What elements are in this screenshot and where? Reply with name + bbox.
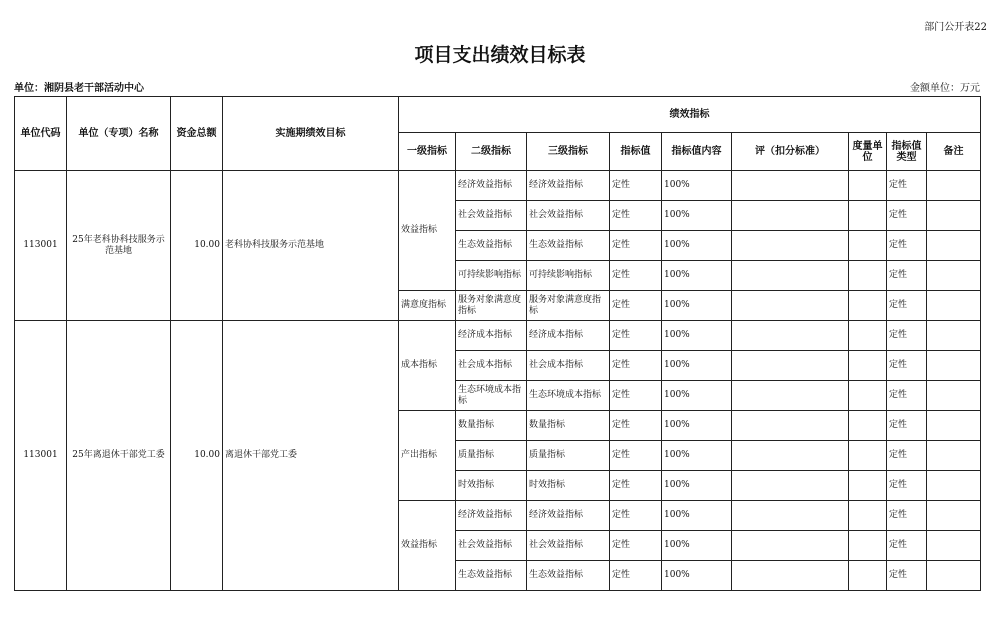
remark-cell (927, 381, 981, 411)
remark-cell (927, 531, 981, 561)
score-cell (732, 231, 849, 261)
performance-table (14, 96, 981, 591)
measure-unit-cell (849, 411, 887, 441)
value-content-cell: 100% (662, 531, 732, 561)
lvl3-cell: 社会效益指标 (527, 201, 610, 231)
header-fund-total: 资金总额 (171, 97, 223, 171)
value-type-cell: 定性 (887, 351, 927, 381)
lvl2-cell: 社会效益指标 (456, 201, 527, 231)
score-cell (732, 291, 849, 321)
unit-code-cell: 113001 (15, 321, 67, 591)
score-cell (732, 381, 849, 411)
score-cell (732, 321, 849, 351)
measure-unit-cell (849, 231, 887, 261)
lvl3-cell: 服务对象满意度指标 (527, 291, 610, 321)
lvl2-cell: 生态环境成本指标 (456, 381, 527, 411)
value-type-cell: 定性 (887, 171, 927, 201)
lvl3-cell: 经济效益指标 (527, 171, 610, 201)
value-cell: 定性 (610, 321, 662, 351)
value-cell: 定性 (610, 501, 662, 531)
header-lvl3: 三级指标 (527, 133, 610, 171)
score-cell (732, 561, 849, 591)
value-type-cell: 定性 (887, 561, 927, 591)
lvl2-cell: 服务对象满意度指标 (456, 291, 527, 321)
remark-cell (927, 321, 981, 351)
table-row (15, 171, 981, 201)
lvl2-cell: 可持续影响指标 (456, 261, 527, 291)
measure-unit-cell (849, 381, 887, 411)
unit-code-cell: 113001 (15, 171, 67, 321)
lvl3-cell: 数量指标 (527, 411, 610, 441)
remark-cell (927, 291, 981, 321)
measure-unit-cell (849, 321, 887, 351)
goal-cell: 离退休干部党工委 (223, 321, 399, 591)
lvl1-cell: 效益指标 (399, 501, 456, 591)
project-name-cell: 25年离退休干部党工委 (67, 321, 171, 591)
score-cell (732, 261, 849, 291)
measure-unit-cell (849, 441, 887, 471)
header-measure-unit: 度量单位 (849, 133, 887, 171)
header-score: 评（扣分标准） (732, 133, 849, 171)
value-type-cell: 定性 (887, 231, 927, 261)
project-name-cell: 25年老科协科技服务示范基地 (67, 171, 171, 321)
value-content-cell: 100% (662, 561, 732, 591)
value-cell: 定性 (610, 201, 662, 231)
lvl3-cell: 可持续影响指标 (527, 261, 610, 291)
score-cell (732, 351, 849, 381)
value-cell: 定性 (610, 171, 662, 201)
header-goal: 实施期绩效目标 (223, 97, 399, 171)
value-cell: 定性 (610, 411, 662, 441)
header-performance: 绩效指标 (399, 97, 981, 133)
remark-cell (927, 201, 981, 231)
lvl2-cell: 经济效益指标 (456, 501, 527, 531)
value-cell: 定性 (610, 441, 662, 471)
goal-cell: 老科协科技服务示范基地 (223, 171, 399, 321)
lvl3-cell: 社会效益指标 (527, 531, 610, 561)
score-cell (732, 201, 849, 231)
value-content-cell: 100% (662, 441, 732, 471)
score-cell (732, 531, 849, 561)
lvl2-cell: 生态效益指标 (456, 231, 527, 261)
header-remark: 备注 (927, 133, 981, 171)
value-content-cell: 100% (662, 471, 732, 501)
lvl1-cell: 效益指标 (399, 171, 456, 291)
remark-cell (927, 471, 981, 501)
remark-cell (927, 561, 981, 591)
value-type-cell: 定性 (887, 381, 927, 411)
value-cell: 定性 (610, 471, 662, 501)
header-value-type: 指标值类型 (887, 133, 927, 171)
measure-unit-cell (849, 561, 887, 591)
lvl3-cell: 质量指标 (527, 441, 610, 471)
lvl3-cell: 社会成本指标 (527, 351, 610, 381)
value-type-cell: 定性 (887, 501, 927, 531)
measure-unit-cell (849, 201, 887, 231)
value-content-cell: 100% (662, 501, 732, 531)
value-cell: 定性 (610, 531, 662, 561)
value-cell: 定性 (610, 381, 662, 411)
value-content-cell: 100% (662, 201, 732, 231)
remark-cell (927, 411, 981, 441)
header-unit-code: 单位代码 (15, 97, 67, 171)
lvl3-cell: 经济效益指标 (527, 501, 610, 531)
value-cell: 定性 (610, 561, 662, 591)
lvl2-cell: 经济成本指标 (456, 321, 527, 351)
value-type-cell: 定性 (887, 471, 927, 501)
value-type-cell: 定性 (887, 261, 927, 291)
measure-unit-cell (849, 291, 887, 321)
lvl2-cell: 社会成本指标 (456, 351, 527, 381)
lvl3-cell: 生态效益指标 (527, 561, 610, 591)
header-unit-name: 单位（专项）名称 (67, 97, 171, 171)
value-type-cell: 定性 (887, 531, 927, 561)
lvl1-cell: 满意度指标 (399, 291, 456, 321)
lvl3-cell: 生态效益指标 (527, 231, 610, 261)
lvl3-cell: 时效指标 (527, 471, 610, 501)
score-cell (732, 501, 849, 531)
page-title: 项目支出绩效目标表 (414, 44, 586, 66)
measure-unit-cell (849, 351, 887, 381)
score-cell (732, 171, 849, 201)
value-cell: 定性 (610, 291, 662, 321)
score-cell (732, 411, 849, 441)
value-content-cell: 100% (662, 411, 732, 441)
lvl2-cell: 经济效益指标 (456, 171, 527, 201)
header-lvl2: 二级指标 (456, 133, 527, 171)
amount-cell: 10.00 (171, 171, 223, 321)
remark-cell (927, 351, 981, 381)
lvl1-cell: 成本指标 (399, 321, 456, 411)
table-row (15, 321, 981, 351)
amount-cell: 10.00 (171, 321, 223, 591)
remark-cell (927, 231, 981, 261)
value-content-cell: 100% (662, 171, 732, 201)
value-cell: 定性 (610, 351, 662, 381)
lvl2-cell: 数量指标 (456, 411, 527, 441)
lvl1-cell: 产出指标 (399, 411, 456, 501)
value-content-cell: 100% (662, 291, 732, 321)
value-type-cell: 定性 (887, 291, 927, 321)
value-type-cell: 定性 (887, 441, 927, 471)
value-content-cell: 100% (662, 381, 732, 411)
value-content-cell: 100% (662, 351, 732, 381)
lvl2-cell: 质量指标 (456, 441, 527, 471)
value-type-cell: 定性 (887, 201, 927, 231)
remark-cell (927, 441, 981, 471)
measure-unit-cell (849, 171, 887, 201)
score-cell (732, 441, 849, 471)
remark-cell (927, 261, 981, 291)
value-cell: 定性 (610, 231, 662, 261)
lvl2-cell: 时效指标 (456, 471, 527, 501)
header-value: 指标值 (610, 133, 662, 171)
score-cell (732, 471, 849, 501)
table-body (15, 171, 981, 591)
value-cell: 定性 (610, 261, 662, 291)
value-type-cell: 定性 (887, 411, 927, 441)
value-content-cell: 100% (662, 231, 732, 261)
header-lvl1: 一级指标 (399, 133, 456, 171)
lvl2-cell: 社会效益指标 (456, 531, 527, 561)
measure-unit-cell (849, 501, 887, 531)
table-number-label: 部门公开表22 (924, 22, 987, 33)
lvl3-cell: 生态环境成本指标 (527, 381, 610, 411)
value-type-cell: 定性 (887, 321, 927, 351)
lvl3-cell: 经济成本指标 (527, 321, 610, 351)
measure-unit-cell (849, 531, 887, 561)
value-content-cell: 100% (662, 261, 732, 291)
money-unit-label: 金额单位：万元 (910, 83, 980, 94)
lvl2-cell: 生态效益指标 (456, 561, 527, 591)
value-content-cell: 100% (662, 321, 732, 351)
remark-cell (927, 501, 981, 531)
measure-unit-cell (849, 471, 887, 501)
measure-unit-cell (849, 261, 887, 291)
unit-label: 单位：湘阴县老干部活动中心 (14, 83, 144, 94)
remark-cell (927, 171, 981, 201)
header-value-content: 指标值内容 (662, 133, 732, 171)
